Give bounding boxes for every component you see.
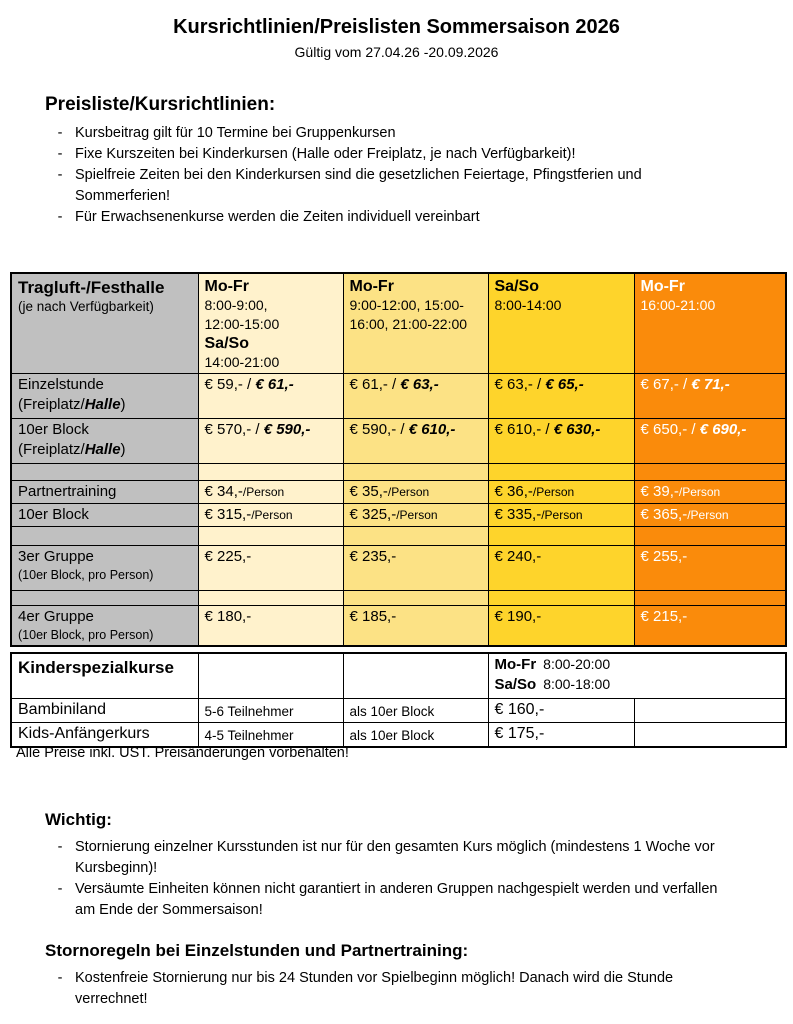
price-amount: € 315,- <box>204 506 252 523</box>
guideline-item <box>45 165 765 207</box>
bullet-dash: - <box>57 881 63 897</box>
price-cell <box>198 374 343 419</box>
empty-cell <box>198 653 343 698</box>
price-cell <box>634 606 786 647</box>
price-freiplatz: € 610,- / <box>494 421 554 438</box>
kids-size-cell <box>198 698 343 722</box>
price-value <box>205 506 293 523</box>
kids-table <box>10 652 787 748</box>
row-spacer <box>11 591 786 606</box>
price-value <box>350 483 430 500</box>
sublabel-bold: Halle <box>84 396 121 413</box>
course-size: 5-6 Teilnehmer <box>204 703 294 719</box>
wichtig-heading: Wichtig: <box>45 810 112 829</box>
price-unit: /Person <box>242 485 285 499</box>
venue-title: Tragluft-/Festhalle <box>18 278 165 297</box>
kids-hours-times: 8:00-18:00 <box>543 676 611 692</box>
sublabel-part: ) <box>120 441 126 458</box>
storno-list <box>45 968 765 1010</box>
price-value <box>205 421 311 438</box>
row-label-cell <box>11 606 198 647</box>
price-amount: € 39,- <box>640 483 679 500</box>
bullet-dash: - <box>57 970 63 986</box>
tier1-days: Sa/So <box>204 335 249 352</box>
price-cell <box>634 419 786 464</box>
price-unit: /Person <box>251 508 293 522</box>
price-value: € 235,- <box>349 548 397 565</box>
spacer-cell <box>488 527 634 546</box>
row-label-cell <box>11 481 198 504</box>
price-cell <box>198 504 343 527</box>
price-value: € 215,- <box>640 608 688 625</box>
price-freiplatz: € 63,- / <box>494 376 546 393</box>
tier3-times: 8:00-14:00 <box>494 297 562 313</box>
course-size: 4-5 Teilnehmer <box>204 727 294 743</box>
storno-heading: Stornoregeln bei Einzelstunden und Partnertraining: <box>45 941 469 960</box>
tier1-times: 8:00-9:00, <box>204 297 268 313</box>
guidelines-list <box>45 123 765 228</box>
kids-hours-days: Sa/So <box>494 676 537 693</box>
price-value <box>350 421 456 438</box>
price-amount: € 35,- <box>349 483 388 500</box>
kids-size-cell <box>198 722 343 747</box>
price-halle: € 690,- <box>699 421 747 438</box>
row-partnertraining <box>11 481 786 504</box>
row-10er-block-halle <box>11 419 786 464</box>
bullet-text: Versäumte Einheiten können nicht garantiert in anderen Gruppen nachgespielt werden und verfallen am Ende der Sommersaison! <box>75 881 718 918</box>
price-cell <box>488 481 634 504</box>
document-subtitle: Gültig vom 27.04.26 -20.09.2026 <box>294 44 499 60</box>
row-label-cell <box>11 504 198 527</box>
kids-hours-days: Mo-Fr <box>494 656 537 673</box>
price-freiplatz: € 59,- / <box>204 376 256 393</box>
price-value <box>641 483 721 500</box>
course-name: Kids-Anfängerkurs <box>18 724 150 742</box>
bullet-dash: - <box>57 839 63 855</box>
price-value: € 240,- <box>494 548 542 565</box>
course-price: € 160,- <box>494 700 545 718</box>
kids-hours-line <box>495 655 780 675</box>
spacer-cell <box>634 464 786 481</box>
empty-cell <box>634 722 786 747</box>
price-halle: € 63,- <box>400 376 439 393</box>
row-label: 3er Gruppe <box>18 548 94 565</box>
storno-item <box>45 968 765 1010</box>
kids-hours-times: 8:00-20:00 <box>543 656 611 672</box>
price-value <box>205 483 285 500</box>
price-cell <box>488 546 634 591</box>
kids-table-header-row <box>11 653 786 698</box>
wichtig-list <box>45 837 765 921</box>
sublabel-part: (Freiplatz/ <box>18 441 85 458</box>
row-label-cell <box>11 546 198 591</box>
venue-subtitle: (je nach Verfügbarkeit) <box>18 299 154 314</box>
guideline-item <box>45 123 765 144</box>
bullet-text: Stornierung einzelner Kursstunden ist nur für den gesamten Kurs möglich (mindestens 1 Woche vor Kursbeginn)! <box>75 839 715 876</box>
header-venue-cell <box>11 273 198 374</box>
header-tier2-cell <box>343 273 488 374</box>
price-unit: /Person <box>387 485 430 499</box>
price-freiplatz: € 590,- / <box>349 421 409 438</box>
row-label: Partnertraining <box>18 483 117 500</box>
price-cell <box>634 546 786 591</box>
row-sublabel <box>18 395 192 415</box>
kids-hours-line <box>495 675 780 695</box>
price-freiplatz: € 570,- / <box>204 421 264 438</box>
price-cell <box>198 481 343 504</box>
price-value <box>641 506 729 523</box>
bullet-dash: - <box>57 209 63 225</box>
price-amount: € 335,- <box>494 506 542 523</box>
price-unit: /Person <box>678 485 721 499</box>
spacer-cell <box>343 527 488 546</box>
kids-course-cell <box>11 722 198 747</box>
tier2-times: 16:00, 21:00-22:00 <box>349 316 468 332</box>
spacer-cell <box>198 591 343 606</box>
wichtig-item <box>45 837 765 879</box>
spacer-cell <box>488 591 634 606</box>
header-tier1-cell <box>198 273 343 374</box>
bullet-dash: - <box>57 167 63 183</box>
empty-cell <box>634 698 786 722</box>
row-label: 4er Gruppe <box>18 608 94 625</box>
header-tier3-cell <box>488 273 634 374</box>
price-cell <box>488 504 634 527</box>
price-halle: € 61,- <box>255 376 294 393</box>
price-value <box>350 376 439 393</box>
spacer-cell <box>198 464 343 481</box>
price-amount: € 34,- <box>204 483 243 500</box>
kids-course-cell <box>11 698 198 722</box>
guidelines-heading: Preisliste/Kursrichtlinien: <box>45 94 276 115</box>
price-halle: € 590,- <box>263 421 311 438</box>
row-sublabel: (10er Block, pro Person) <box>18 628 154 642</box>
row-label-cell <box>11 374 198 419</box>
price-cell <box>198 546 343 591</box>
price-value <box>641 421 747 438</box>
row-label-cell <box>11 419 198 464</box>
price-cell <box>488 419 634 464</box>
sublabel-bold: Halle <box>84 441 121 458</box>
price-value: € 185,- <box>349 608 397 625</box>
price-halle: € 610,- <box>408 421 456 438</box>
price-value <box>350 506 438 523</box>
course-name: Bambiniland <box>18 700 107 718</box>
tier4-times: 16:00-21:00 <box>640 297 716 313</box>
row-sublabel: (10er Block, pro Person) <box>18 568 154 582</box>
price-cell <box>343 419 488 464</box>
kids-price-cell <box>488 698 634 722</box>
kids-hours-cell <box>488 653 786 698</box>
price-cell <box>488 374 634 419</box>
price-value: € 255,- <box>640 548 688 565</box>
row-sublabel <box>18 440 192 460</box>
sublabel-part: ) <box>120 396 126 413</box>
price-freiplatz: € 67,- / <box>640 376 692 393</box>
bullet-text: Kursbeitrag gilt für 10 Termine bei Gruppenkursen <box>75 125 396 141</box>
wichtig-item <box>45 879 765 921</box>
price-cell <box>343 546 488 591</box>
price-cell <box>634 481 786 504</box>
price-halle: € 65,- <box>545 376 584 393</box>
spacer-cell <box>343 464 488 481</box>
kids-block-cell <box>343 722 488 747</box>
kids-block-cell <box>343 698 488 722</box>
row-4er-gruppe <box>11 606 786 647</box>
price-freiplatz: € 650,- / <box>640 421 700 438</box>
kids-table-title: Kinderspezialkurse <box>18 658 174 677</box>
price-note: Alle Preise inkl. UST. Preisänderungen vorbehalten! <box>16 745 349 761</box>
guideline-item <box>45 207 765 228</box>
price-value <box>495 376 584 393</box>
row-spacer <box>11 464 786 481</box>
price-cell <box>343 374 488 419</box>
price-amount: € 325,- <box>349 506 397 523</box>
price-unit: /Person <box>687 508 729 522</box>
tier2-days: Mo-Fr <box>349 278 394 295</box>
tier3-days: Sa/So <box>494 278 539 295</box>
row-label: 10er Block <box>18 506 89 523</box>
tier1-days: Mo-Fr <box>204 278 249 295</box>
spacer-cell <box>11 464 198 481</box>
price-cell <box>634 374 786 419</box>
bullet-dash: - <box>57 146 63 162</box>
bullet-text: Fixe Kurszeiten bei Kinderkursen (Halle oder Freiplatz, je nach Verfügbarkeit)! <box>75 146 576 162</box>
price-value: € 225,- <box>204 548 252 565</box>
price-halle: € 630,- <box>553 421 601 438</box>
price-value <box>495 421 601 438</box>
price-amount: € 365,- <box>640 506 688 523</box>
row-3er-gruppe <box>11 546 786 591</box>
header-tier4-cell <box>634 273 786 374</box>
price-amount: € 36,- <box>494 483 533 500</box>
price-value <box>205 376 294 393</box>
bullet-dash: - <box>57 125 63 141</box>
spacer-cell <box>11 527 198 546</box>
spacer-cell <box>11 591 198 606</box>
price-unit: /Person <box>532 485 575 499</box>
row-label: 10er Block <box>18 421 89 438</box>
price-cell <box>198 606 343 647</box>
kids-price-cell <box>488 722 634 747</box>
kids-title-cell <box>11 653 198 698</box>
course-price: € 175,- <box>494 724 545 742</box>
row-label: Einzelstunde <box>18 376 104 393</box>
price-freiplatz: € 61,- / <box>349 376 401 393</box>
course-block: als 10er Block <box>349 703 435 719</box>
price-value: € 190,- <box>494 608 542 625</box>
storno-section <box>45 941 765 1010</box>
row-kids-anfaengerkurs <box>11 722 786 747</box>
document-title: Kursrichtlinien/Preislisten Sommersaison 2026 <box>173 16 620 38</box>
price-halle: € 71,- <box>691 376 730 393</box>
guideline-item <box>45 144 765 165</box>
sublabel-part: (Freiplatz/ <box>18 396 85 413</box>
bullet-text: Kostenfreie Stornierung nur bis 24 Stunden vor Spielbeginn möglich! Danach wird die Stunde verrechnet! <box>75 970 674 1007</box>
guidelines-section <box>45 94 765 228</box>
price-table <box>10 272 787 647</box>
course-block: als 10er Block <box>349 727 435 743</box>
price-cell <box>634 504 786 527</box>
bullet-text: Für Erwachsenenkurse werden die Zeiten individuell vereinbart <box>75 209 480 225</box>
price-cell <box>343 606 488 647</box>
spacer-cell <box>343 591 488 606</box>
spacer-cell <box>634 527 786 546</box>
spacer-cell <box>634 591 786 606</box>
tier2-times: 9:00-12:00, 15:00- <box>349 297 464 313</box>
row-spacer <box>11 527 786 546</box>
price-unit: /Person <box>541 508 583 522</box>
bullet-text: Spielfreie Zeiten bei den Kinderkursen sind die gesetzlichen Feiertage, Pfingstferien und Sommerferien! <box>75 167 642 204</box>
price-value: € 180,- <box>204 608 252 625</box>
price-unit: /Person <box>396 508 438 522</box>
spacer-cell <box>198 527 343 546</box>
price-value <box>641 376 730 393</box>
price-cell <box>198 419 343 464</box>
price-value <box>495 483 575 500</box>
price-cell <box>488 606 634 647</box>
tier1-times: 12:00-15:00 <box>204 316 280 332</box>
tier4-days: Mo-Fr <box>640 278 685 295</box>
tier1-times: 14:00-21:00 <box>204 354 280 370</box>
row-10er-block-person <box>11 504 786 527</box>
row-bambiniland <box>11 698 786 722</box>
spacer-cell <box>488 464 634 481</box>
price-value <box>495 506 583 523</box>
row-einzelstunde <box>11 374 786 419</box>
price-cell <box>343 481 488 504</box>
wichtig-section <box>45 810 765 921</box>
empty-cell <box>343 653 488 698</box>
price-table-header-row <box>11 273 786 374</box>
price-cell <box>343 504 488 527</box>
